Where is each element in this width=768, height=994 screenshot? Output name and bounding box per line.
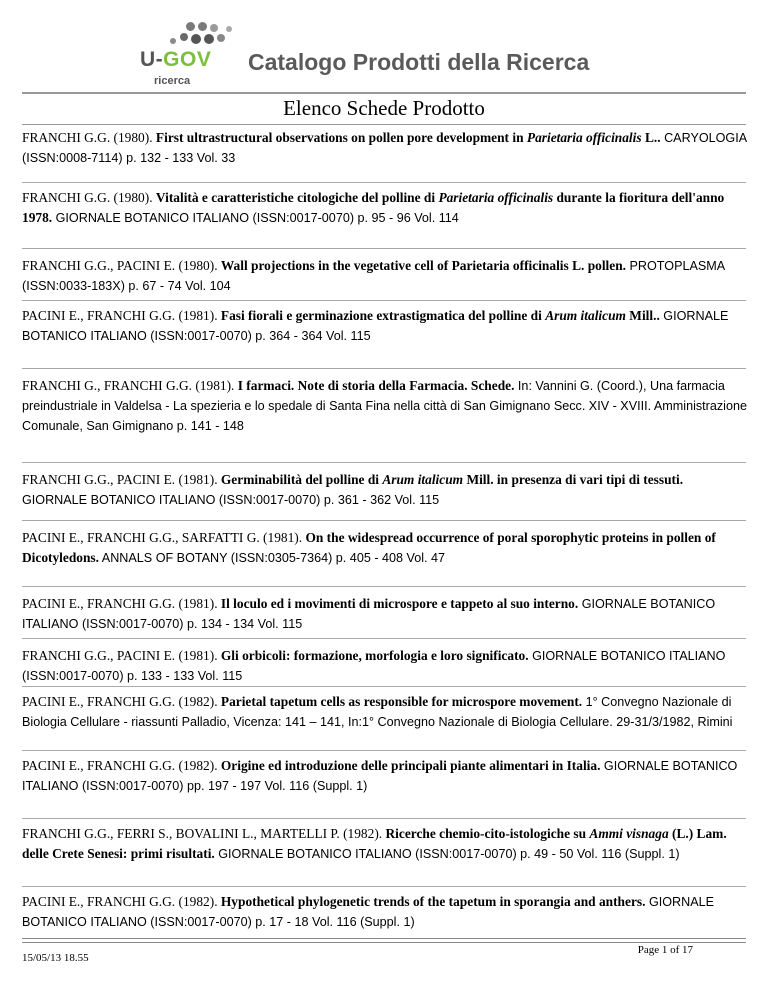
entry-authors: FRANCHI G., FRANCHI G.G. (1981). [22,378,238,393]
entry-venue: CARYOLOGIA (ISSN:0008-7114) p. 132 - 133 Vol. 33 [22,131,747,165]
entry-title: Origine ed introduzione delle principali piante alimentari in Italia. [220,758,601,773]
entry-separator [22,686,746,687]
document-title: Elenco Schede Prodotto [283,96,485,120]
entry-title: Hypothetical phylogenetic trends of the tapetum in sporangia and anthers. [220,894,646,909]
entry-authors: FRANCHI G.G., PACINI E. (1981). [22,472,221,487]
entry-separator [22,886,746,887]
entry-title: Il loculo ed i movimenti di microspore e tappeto al suo interno. [220,596,579,611]
product-entry [22,128,748,168]
entry-authors: FRANCHI G.G. (1980). [22,190,156,205]
page-header [0,0,768,92]
entry-separator [22,182,746,183]
entry-venue: In: Vannini G. (Coord.), Una farmacia preindustriale in Valdelsa - La spezieria e lo spedale di Santa Fina nella città di San Gimignano Secc. XIV - XVIII. Amministrazione Comunale, San Gimignano p. 141 - 148 [22,379,747,433]
entry-title-cont: Mill. in presenza di vari tipi di tessuti. [463,472,684,487]
entry-venue: GIORNALE BOTANICO ITALIANO (ISSN:0017-0070) p. 133 - 133 Vol. 115 [22,649,726,683]
entry-authors: PACINI E., FRANCHI G.G. (1981). [22,596,221,611]
entry-separator [22,520,746,521]
footer-divider [22,938,746,939]
entry-venue: GIORNALE BOTANICO ITALIANO (ISSN:0017-0070) p. 364 - 364 Vol. 115 [22,309,729,343]
entry-separator [22,638,746,639]
entry-venue: GIORNALE BOTANICO ITALIANO (ISSN:0017-0070) p. 49 - 50 Vol. 116 (Suppl. 1) [214,847,680,861]
entry-taxon: Arum italicum [545,308,626,323]
entry-title-cont: Mill.. [625,308,660,323]
entry-venue: GIORNALE BOTANICO ITALIANO (ISSN:0017-0070) p. 17 - 18 Vol. 116 (Suppl. 1) [22,895,715,929]
entry-separator [22,300,746,301]
entry-title: Ricerche chemio-cito-istologiche su [385,826,590,841]
entry-authors: FRANCHI G.G. (1980). [22,130,156,145]
entry-venue: GIORNALE BOTANICO ITALIANO (ISSN:0017-0070) p. 95 - 96 Vol. 114 [52,211,459,225]
entry-venue: GIORNALE BOTANICO ITALIANO (ISSN:0017-0070) p. 361 - 362 Vol. 115 [22,493,440,507]
title-divider [22,124,746,125]
entry-title: On the widespread occurrence of poral sporophytic proteins in pollen of Dicotyledons. [22,530,716,565]
entry-title: Vitalità e caratteristiche citologiche del polline di [155,190,439,205]
entry-authors: PACINI E., FRANCHI G.G., SARFATTI G. (1981). [22,530,306,545]
entry-title: Wall projections in the vegetative cell of Parietaria officinalis L. pollen. [220,258,627,273]
entry-title: Gli orbicoli: formazione, morfologia e loro significato. [220,648,529,663]
product-entry [22,646,748,686]
entry-venue: 1° Convegno Nazionale di Biologia Cellulare - riassunti Palladio, Vicenza: 141 – 141, In:1° Convegno Nazionale di Biologia Cellulare. 29-31/3/1982, Rimini [22,695,733,729]
entry-title: First ultrastructural observations on pollen pore development in [155,130,527,145]
product-entry [22,188,748,228]
entry-taxon: Parietaria officinalis [526,130,642,145]
logo-subtitle: ricerca [154,75,191,87]
entry-authors: FRANCHI G.G., PACINI E. (1980). [22,258,221,273]
product-entry [22,256,748,296]
product-entry [22,824,748,864]
print-date: 15/05/13 18.55 [22,952,89,964]
entry-title: Parietal tapetum cells as responsible for microspore movement. [220,694,583,709]
entry-title: Germinabilità del polline di [220,472,383,487]
entry-venue: PROTOPLASMA (ISSN:0033-183X) p. 67 - 74 Vol. 104 [22,259,725,293]
entry-separator [22,248,746,249]
entry-taxon: Parietaria officinalis [438,190,554,205]
entry-title: I farmaci. Note di storia della Farmacia. Schede. [237,378,515,393]
entry-separator [22,462,746,463]
entry-authors: FRANCHI G.G., PACINI E. (1981). [22,648,221,663]
entry-title-cont: (L.) Lam. delle Crete Senesi: primi risultati. [22,826,727,861]
page-number: Page 1 of 17 [637,944,693,956]
app-title: Catalogo Prodotti della Ricerca [248,49,590,75]
product-entry [22,306,748,346]
product-entry [22,470,748,510]
entry-separator [22,750,746,751]
entry-authors: PACINI E., FRANCHI G.G. (1982). [22,894,221,909]
product-entry [22,692,748,732]
logo-text: U-GOV [140,48,212,71]
entry-separator [22,818,746,819]
entry-title: Fasi fiorali e germinazione extrastigmatica del polline di [220,308,546,323]
entry-title-cont: durante la fioritura dell'anno 1978. [22,190,725,225]
product-entry [22,528,748,568]
entry-venue: GIORNALE BOTANICO ITALIANO (ISSN:0017-0070) pp. 197 - 197 Vol. 116 (Suppl. 1) [22,759,738,793]
product-entry [22,376,748,436]
entry-venue: GIORNALE BOTANICO ITALIANO (ISSN:0017-0070) p. 134 - 134 Vol. 115 [22,597,716,631]
entry-venue: ANNALS OF BOTANY (ISSN:0305-7364) p. 405 - 408 Vol. 47 [99,551,446,565]
product-entry [22,756,748,796]
entry-authors: PACINI E., FRANCHI G.G. (1982). [22,694,221,709]
entry-authors: PACINI E., FRANCHI G.G. (1981). [22,308,221,323]
header-divider [22,92,746,94]
ugov-logo [140,22,232,88]
footer-divider-2 [22,942,746,943]
product-entry [22,594,748,634]
entry-separator [22,586,746,587]
entry-authors: FRANCHI G.G., FERRI S., BOVALINI L., MARTELLI P. (1982). [22,826,386,841]
entry-taxon: Arum italicum [382,472,464,487]
entry-title-cont: L.. [641,130,661,145]
entry-separator [22,368,746,369]
entry-taxon: Ammi visnaga [589,826,669,841]
product-entry [22,892,748,932]
entry-authors: PACINI E., FRANCHI G.G. (1982). [22,758,221,773]
